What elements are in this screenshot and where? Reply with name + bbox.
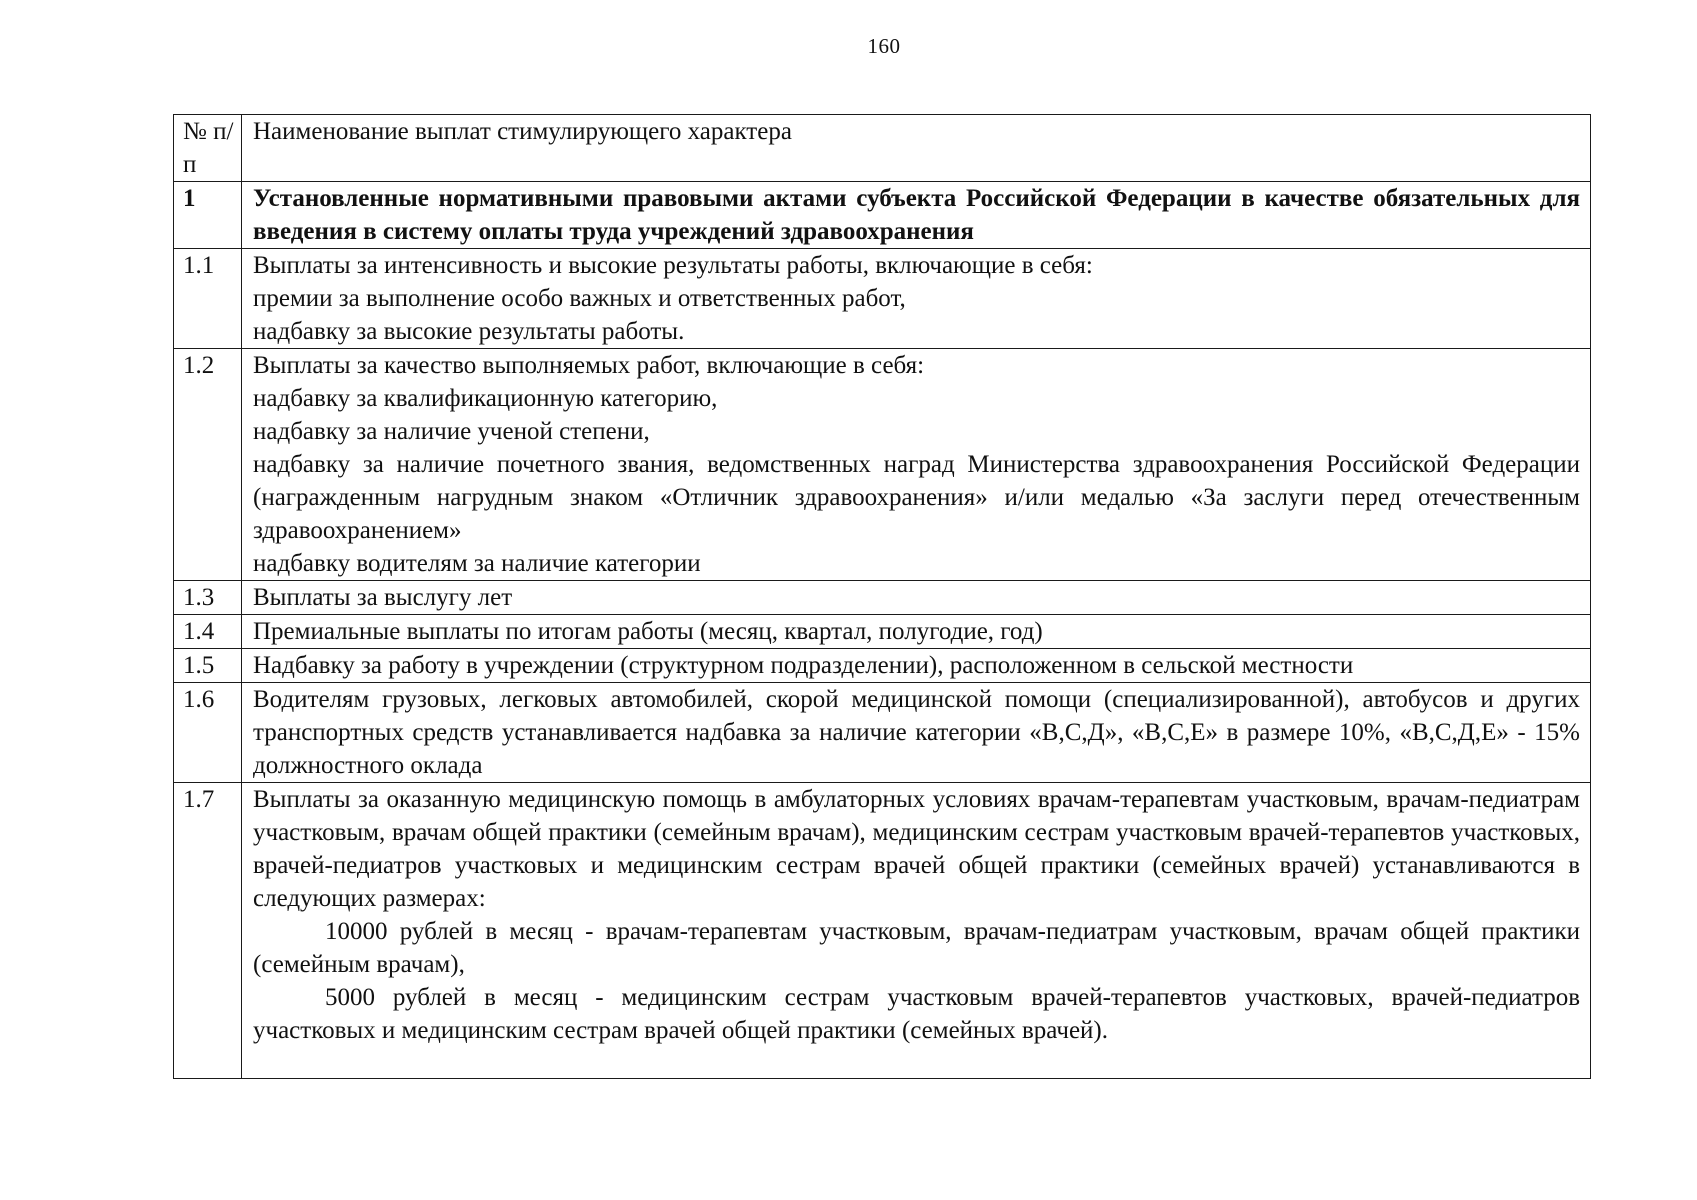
row-line: надбавку за квалификационную категорию, — [253, 385, 718, 412]
incentive-payments-table — [173, 114, 1591, 1079]
row-line: премии за выполнение особо важных и ответственных работ, — [253, 285, 906, 312]
table-row — [174, 349, 1591, 581]
row-number: 1 — [174, 182, 242, 249]
row-number: 1.1 — [174, 249, 242, 349]
row-text: Выплаты за выслугу лет — [242, 581, 1591, 615]
row-line: надбавку за наличие ученой степени, — [253, 418, 650, 445]
row-text: Водителям грузовых, легковых автомобилей, скорой медицинской помощи (специализированной), автобусов и других транспортных средств устанавливается надбавка за наличие категории «В,С,Д», «В,С,Е» в размере 10%, «В,С,Д,Е» - 15% должностного оклада — [242, 683, 1591, 783]
row-text — [242, 349, 1591, 581]
table-header-row — [174, 115, 1591, 182]
row-number: 1.4 — [174, 615, 242, 649]
row-number: 1.6 — [174, 683, 242, 783]
row-number: 1.5 — [174, 649, 242, 683]
table-row — [174, 249, 1591, 349]
row-text: Установленные нормативными правовыми актами субъекта Российской Федерации в качестве обязательных для введения в систему оплаты труда учреждений здравоохранения — [242, 182, 1591, 249]
row-line: Выплаты за качество выполняемых работ, включающие в себя: — [253, 352, 925, 379]
row-line: 10000 рублей в месяц - врачам-терапевтам участковым, врачам-педиатрам участковым, врачам общей практики (семейным врачам), — [253, 918, 1580, 978]
row-text — [242, 249, 1591, 349]
page-number: 160 — [867, 34, 901, 58]
row-text: Надбавку за работу в учреждении (структурном подразделении), расположенном в сельской местности — [242, 649, 1591, 683]
row-text — [242, 783, 1591, 1079]
row-text: Премиальные выплаты по итогам работы (месяц, квартал, полугодие, год) — [242, 615, 1591, 649]
row-number: 1.2 — [174, 349, 242, 581]
row-line: Выплаты за оказанную медицинскую помощь в амбулаторных условиях врачам-терапевтам участковым, врачам-педиатрам участковым, врачам общей практики (семейным врачам), медицинским сестрам участковым врачей-терапевтов участковых, врачей-педиатров участковых и медицинским сестрам врачей общей практики (семейных врачей) устанавливаются в следующих размерах: — [253, 786, 1580, 912]
table-row — [174, 649, 1591, 683]
header-title-cell: Наименование выплат стимулирующего характера — [242, 115, 1591, 182]
row-line: надбавку за наличие почетного звания, ведомственных наград Министерства здравоохранения Российской Федерации (награжденным нагрудным знаком «Отличник здравоохранения» и/или медалью «За заслуги перед отечественным здравоохранением» — [253, 451, 1580, 544]
row-number: 1.3 — [174, 581, 242, 615]
row-line: надбавку водителям за наличие категории — [253, 550, 701, 577]
table-row — [174, 683, 1591, 783]
header-number-cell: № п/п — [174, 115, 242, 182]
row-line: 5000 рублей в месяц - медицинским сестрам участковым врачей-терапевтов участковых, врачей-педиатров участковых и медицинским сестрам врачей общей практики (семейных врачей). — [253, 984, 1580, 1044]
table-row — [174, 783, 1591, 1079]
table-row — [174, 581, 1591, 615]
row-line: надбавку за высокие результаты работы. — [253, 318, 685, 345]
row-number: 1.7 — [174, 783, 242, 1079]
row-line: Выплаты за интенсивность и высокие результаты работы, включающие в себя: — [253, 252, 1093, 279]
table-row — [174, 182, 1591, 249]
table-row — [174, 615, 1591, 649]
